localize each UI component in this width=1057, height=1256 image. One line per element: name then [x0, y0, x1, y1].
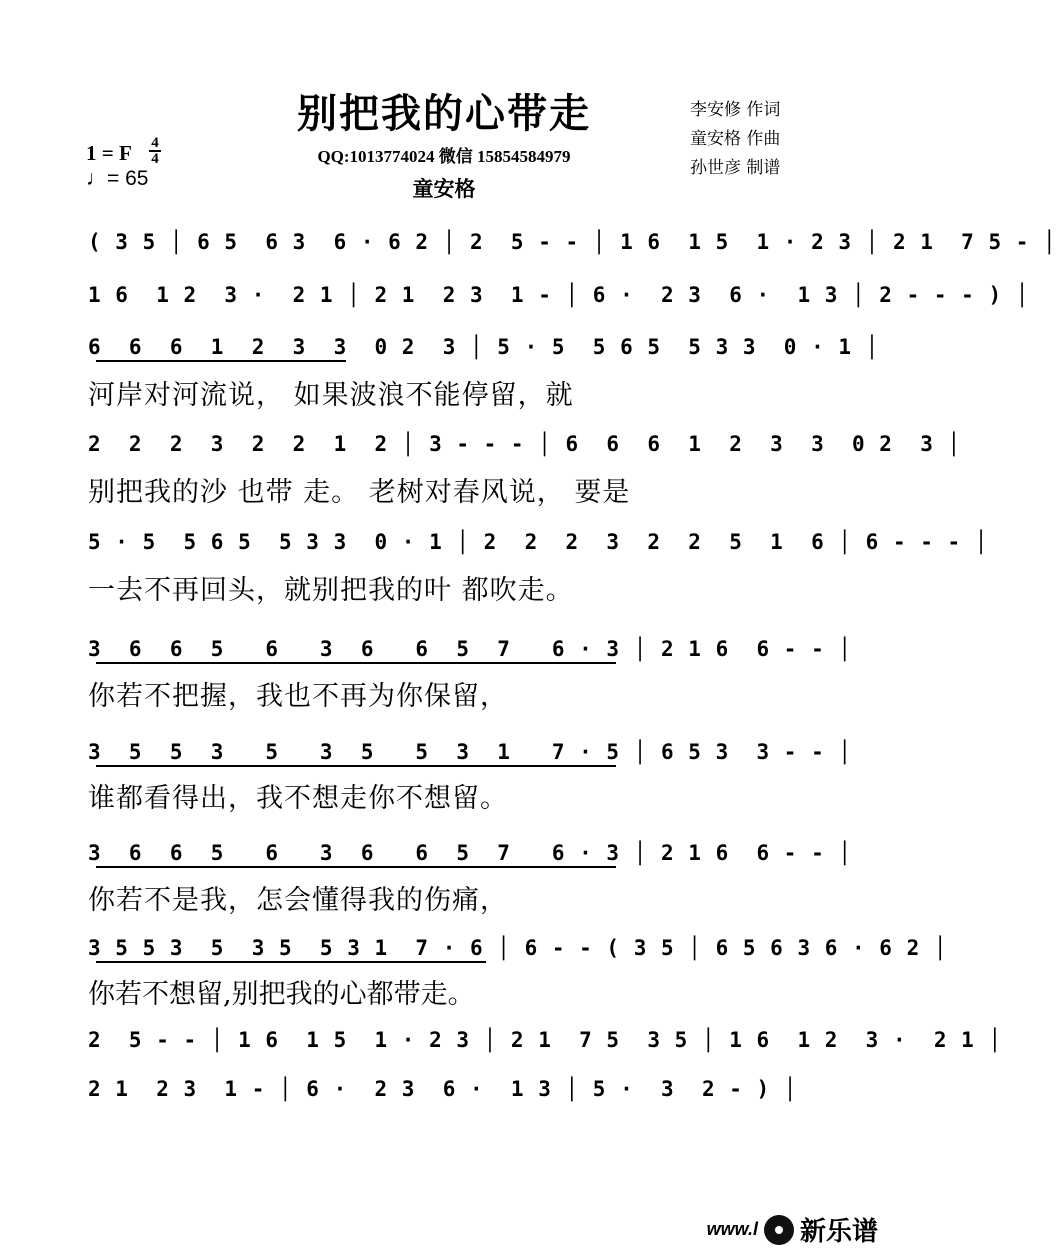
lyric-line-6: 你若不把握，我也不再为你保留，	[88, 681, 508, 712]
time-top: 4	[151, 135, 159, 151]
score-line-6: 3 6 6 5 6 3 6 6 5 7 6 · 3 │ 2 1 6 6 - - │	[88, 637, 853, 661]
song-title: 别把我的心带走	[297, 90, 591, 137]
lyric-line-7: 谁都看得出，我不想走你不想留。	[88, 783, 508, 814]
lyric-line-3: 河岸对河流说， 如果波浪不能停留，就	[88, 380, 574, 411]
record-disc-icon	[764, 1215, 794, 1245]
lyricist: 李安修 作词	[690, 100, 781, 120]
lyric-line-9: 你若不想留,别把我的心都带走。	[88, 979, 475, 1010]
beam-line	[96, 765, 616, 767]
tempo-marking: ♩= 65	[86, 167, 149, 190]
lyric-line-5: 一去不再回头，就别把我的叶 都吹走。	[88, 575, 574, 606]
beam-line	[96, 866, 616, 868]
footer-url: www.l	[706, 1219, 758, 1239]
score-line-7: 3 5 5 3 5 3 5 5 3 1 7 · 5 │ 6 5 3 3 - - │	[88, 740, 853, 764]
beam-line	[96, 662, 616, 664]
time-bottom: 4	[151, 151, 159, 167]
lyric-line-8: 你若不是我，怎会懂得我的伤痛，	[88, 885, 508, 916]
score-line-2: 1 6 1 2 3 · 2 1 │ 2 1 2 3 1 - │ 6 · 2 3 6 · 1 3 │ 2 - - - ) │	[88, 283, 1030, 307]
score-line-10: 2 5 - - │ 1 6 1 5 1 · 2 3 │ 2 1 7 5 3 5 │ 1 6 1 2 3 · 2 1 │	[88, 1028, 1003, 1052]
lyric-line-4: 别把我的沙 也带 走。 老树对春风说， 要是	[88, 477, 631, 508]
score-line-5: 5 · 5 5 6 5 5 3 3 0 · 1 │ 2 2 2 3 2 2 5 1 6 │ 6 - - - │	[88, 530, 989, 554]
composer: 童安格 作曲	[690, 129, 781, 149]
footer-watermark	[707, 1211, 878, 1248]
beam-line	[96, 961, 486, 963]
score-line-3: 6 6 6 1 2 3 3 0 2 3 │ 5 · 5 5 6 5 5 3 3 0 · 1 │	[88, 335, 880, 359]
beam-line	[96, 360, 346, 362]
score-line-11: 2 1 2 3 1 - │ 6 · 2 3 6 · 1 3 │ 5 · 3 2 - ) │	[88, 1077, 798, 1101]
brand-name: 新乐谱	[799, 1217, 878, 1247]
singer-name: 童安格	[412, 176, 476, 201]
score-line-4: 2 2 2 3 2 2 1 2 │ 3 - - - │ 6 6 6 1 2 3 3 0 2 3 │	[88, 432, 962, 456]
key-signature: 1 = F	[86, 141, 132, 165]
score-line-1: ( 3 5 │ 6 5 6 3 6 · 6 2 │ 2 5 - - │ 1 6 1 5 1 · 2 3 │ 2 1 7 5 - │	[88, 230, 1057, 254]
contact-info: QQ:1013774024 微信 15854584979	[317, 147, 571, 166]
score-line-8: 3 6 6 5 6 3 6 6 5 7 6 · 3 │ 2 1 6 6 - - │	[88, 841, 853, 865]
time-signature	[149, 136, 161, 166]
transcriber: 孙世彦 制谱	[690, 158, 781, 178]
credits	[690, 96, 780, 183]
score-line-9: 3 5 5 3 5 3 5 5 3 1 7 · 6 │ 6 - - ( 3 5 │ 6 5 6 3 6 · 6 2 │	[88, 936, 948, 960]
